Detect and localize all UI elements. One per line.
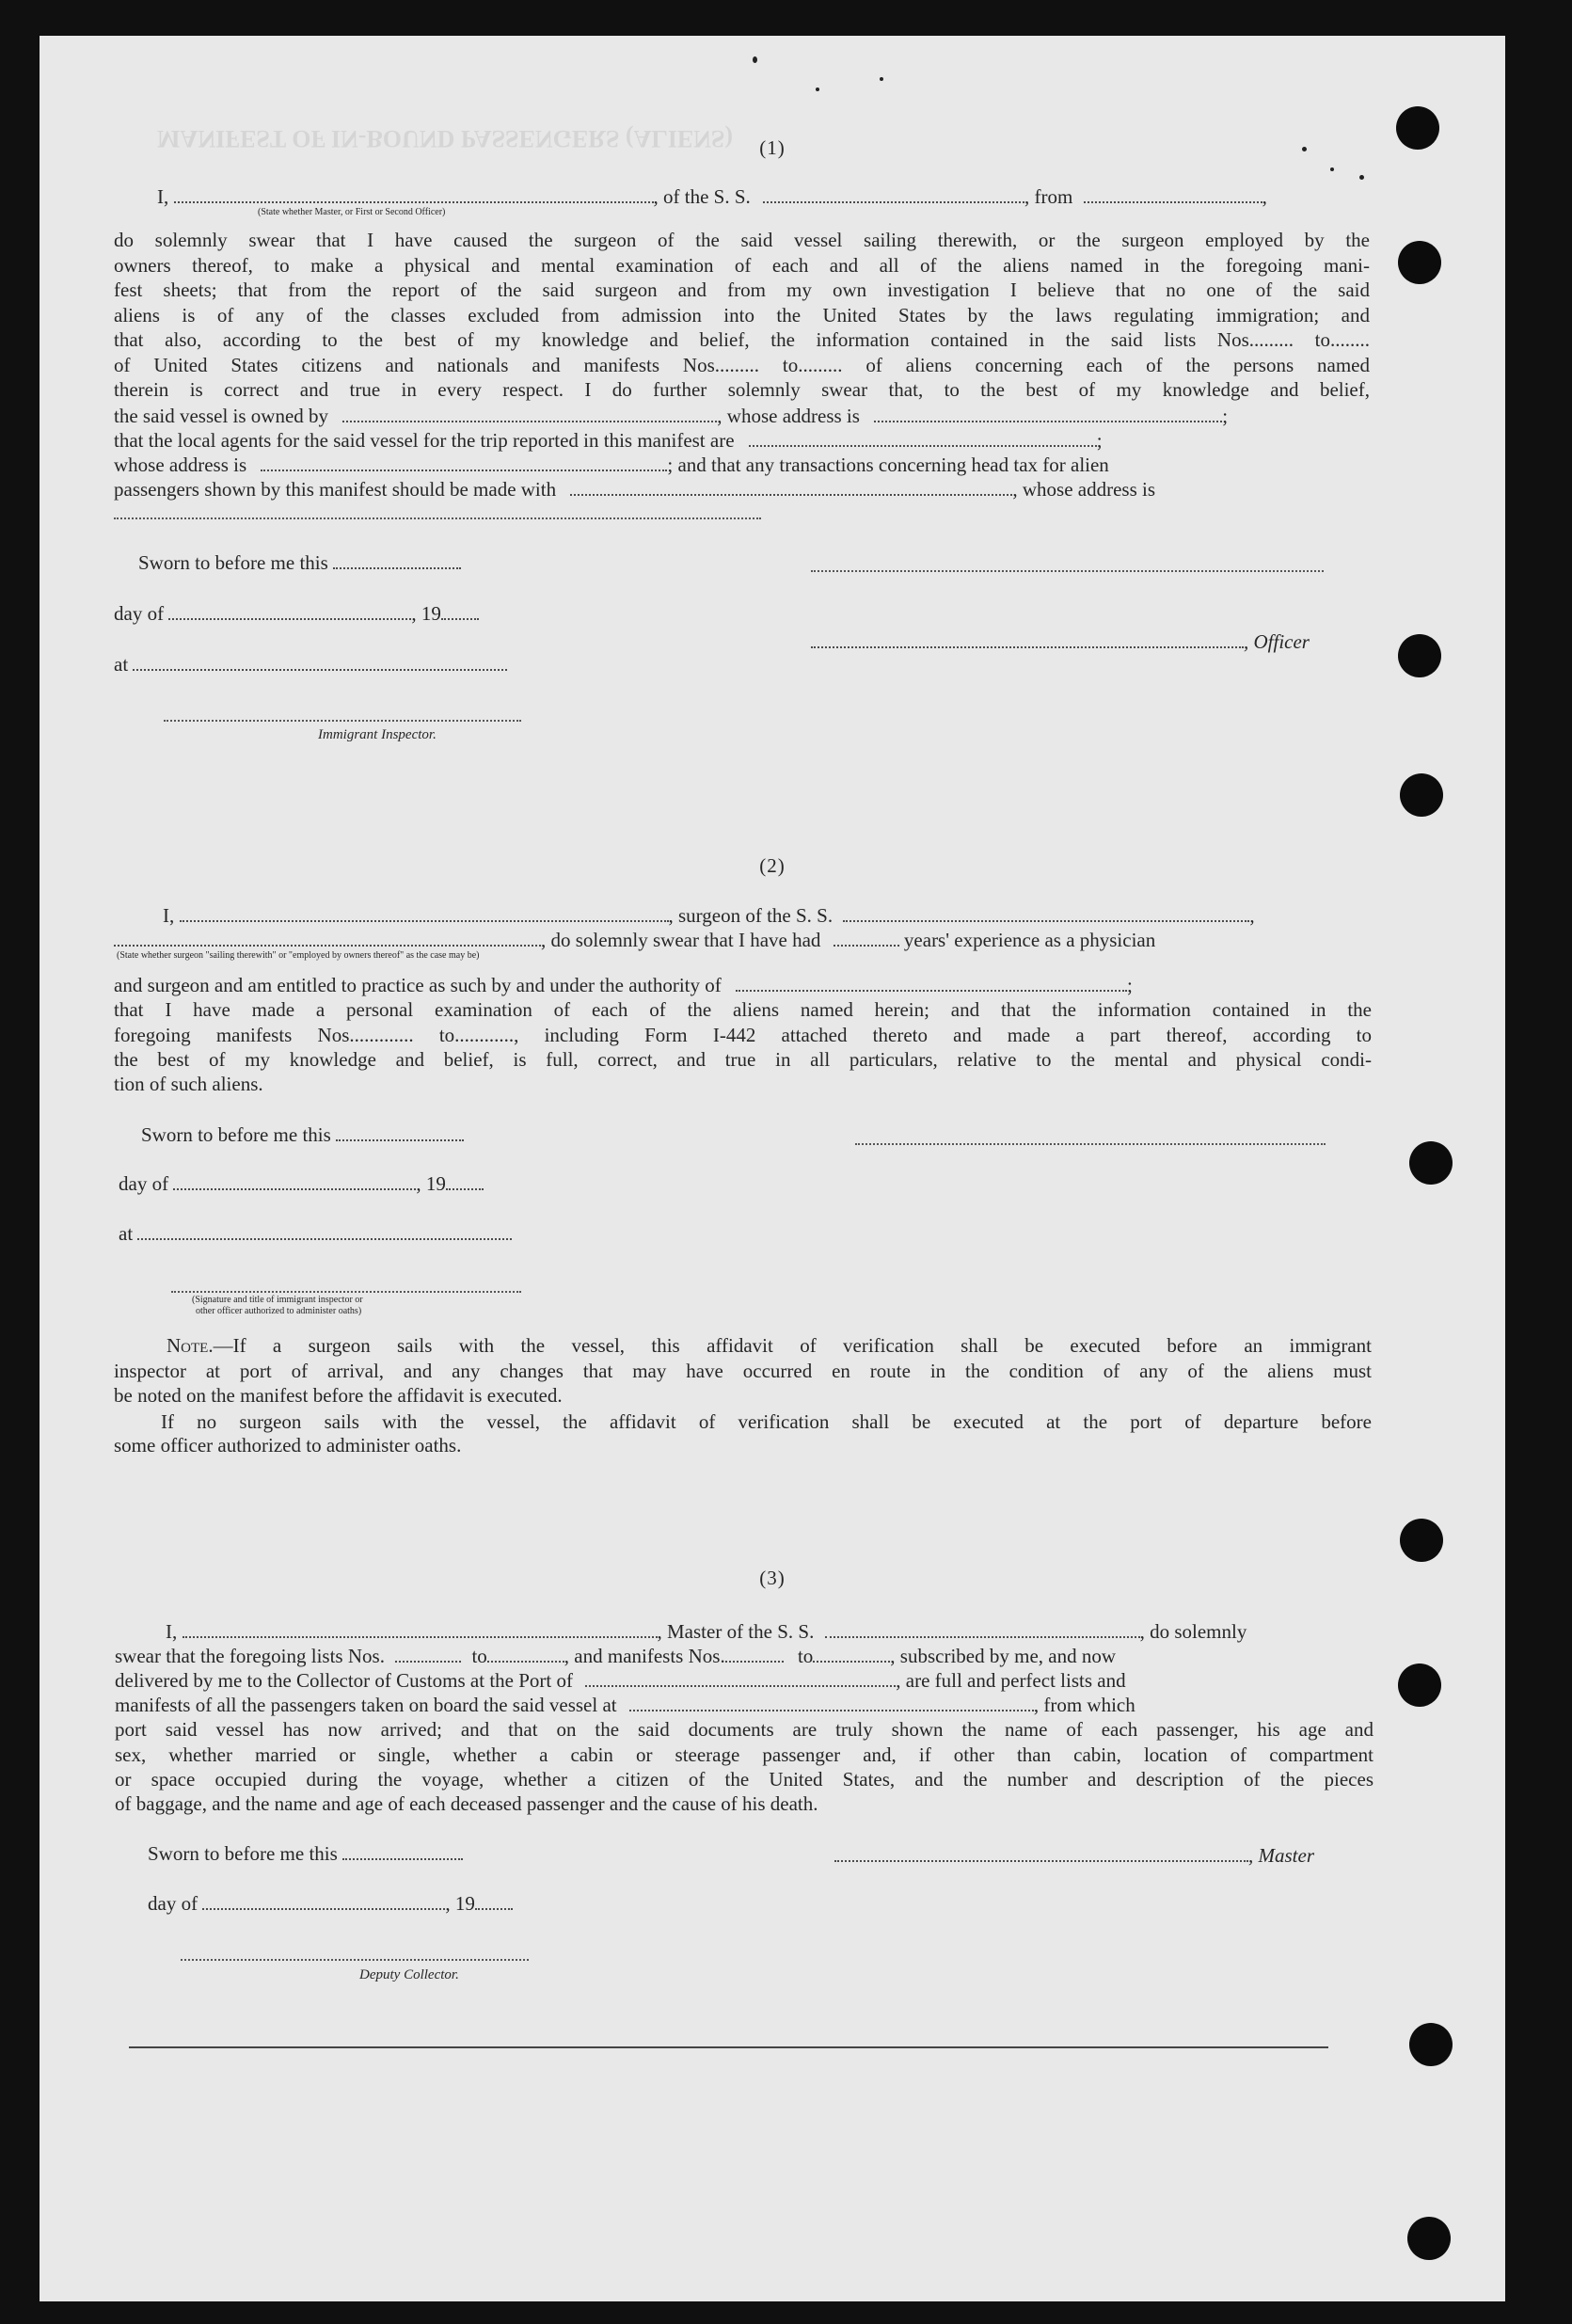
section-2-signature-caption-2: other officer authorized to administer oaths) [196, 1306, 362, 1316]
punch-hole [1396, 106, 1439, 150]
section-2-oath-line: I, , surgeon of the S. S. , [163, 904, 1255, 927]
section-3-lists-line: swear that the foregoing lists Nos. to , and manifests Nos. to , subscribed by me, and now [115, 1645, 1117, 1667]
punch-hole [1409, 2023, 1453, 2066]
ink-speck [1359, 175, 1364, 180]
section-3-collector-line [181, 1959, 529, 1961]
section-1-at: at [114, 652, 507, 677]
section-2-authority-line: and surgeon and am entitled to practice as such by and under the authority of ; [114, 974, 1133, 996]
form-page [40, 36, 1505, 2301]
section-2-sworn: Sworn to before me this [141, 1122, 464, 1147]
punch-hole [1400, 773, 1443, 817]
section-1-officer-line: , Officer [811, 629, 1310, 654]
punch-hole [1398, 241, 1441, 284]
section-2-note-last: be noted on the manifest before the affidavit is executed. [114, 1384, 563, 1407]
punch-hole [1409, 1141, 1453, 1185]
bottom-rule [129, 2046, 1328, 2048]
section-1-address-line: whose address is ; and that any transactions concerning head tax for alien [114, 454, 1109, 476]
ink-speck [1302, 147, 1307, 151]
section-3-oath-line: I, , Master of the S. S. , do solemnly [166, 1620, 1247, 1643]
section-1-sworn: Sworn to before me this [138, 550, 461, 575]
section-1-agents-line: that the local agents for the said vessel for the trip reported in this manifest are ; [114, 429, 1103, 452]
section-3-master-line: , Master [834, 1843, 1314, 1868]
section-1-blank-line [114, 517, 761, 519]
section-1-body: do solemnly swear that I have caused the surgeon of the said vessel sailing therewith, or the surgeon employed by the owners thereof, to make a physical and mental examination of each and all of the aliens named in the foregoing mani- fest sheets; that from the report of the said surgeon and from my own investigation I believe that no one of the said aliens is of any of the classes excluded from admission into the United States by the laws regulating immigration; and that also, according to the best of my knowledge and belief, the information contained in the said lists Nos......... to........ of United States citizens and nationals and manifests Nos......... to......... of aliens concerning each of the persons named therein is correct and true in every respect. I do further solemnly swear that, to the best of my knowledge and belief, [114, 229, 1370, 401]
punch-hole [1400, 1519, 1443, 1562]
section-2-signature-line [855, 1143, 1326, 1145]
section-2-note: Note.—If a surgeon sails with the vessel, this affidavit of verification shall be executed before an immigrant inspector at port of arrival, and any changes that may have occurred en route in the condition of any of the aliens must [114, 1334, 1372, 1382]
section-1-caption: (State whether Master, or First or Second Officer) [258, 207, 446, 217]
punch-hole [1407, 2217, 1451, 2260]
punch-hole [1398, 634, 1441, 677]
section-3-body-last: of baggage, and the name and age of each deceased passenger and the cause of his death. [115, 1792, 818, 1815]
section-2-caption: (State whether surgeon "sailing therewith" or "employed by owners thereof" as the case may be) [117, 950, 480, 961]
section-1-owned-line: the said vessel is owned by , whose address is ; [114, 405, 1229, 427]
section-3-deputy-collector: Deputy Collector. [359, 1967, 459, 1982]
section-3-port-line: delivered by me to the Collector of Customs at the Port of , are full and perfect lists and [115, 1669, 1126, 1692]
section-2-at: at [119, 1221, 512, 1246]
ink-speck [816, 88, 819, 91]
section-1-passengers-line: passengers shown by this manifest should be made with , whose address is [114, 478, 1156, 501]
section-1-immigrant-inspector: Immigrant Inspector. [318, 727, 437, 742]
section-3-number: (3) [759, 1567, 786, 1589]
section-2-number: (2) [759, 854, 786, 877]
section-2-body: that I have made a personal examination of each of the aliens named herein; and that the information contained in the foregoing manifests Nos............. to............, including Form I-442 attached thereto and made a part thereof, according to the best of my knowledge and belief, is full, correct, and true in all particulars, relative to the mental and physical condi- [114, 998, 1372, 1071]
section-2-note2-last: some officer authorized to administer oaths. [114, 1434, 462, 1456]
section-1-officer-signature-line [811, 570, 1324, 572]
section-1-day-of: day of , 19 [114, 601, 479, 626]
section-2-inspector-line [171, 1291, 521, 1293]
ink-speck [880, 77, 883, 81]
ink-speck [1330, 167, 1334, 171]
punch-hole [1398, 1663, 1441, 1707]
section-2-note2: If no surgeon sails with the vessel, the affidavit of verification shall be executed at the port of departure before [161, 1410, 1372, 1433]
section-1-inspector-line [164, 720, 521, 722]
show-through-text: MANIFEST OF IN-BOUND PASSENGERS (ALIENS) [157, 125, 734, 152]
section-2-years-line: , do solemnly swear that I have had years' experience as a physician [114, 928, 1155, 952]
section-3-body: port said vessel has now arrived; and that on the said documents are truly shown the name of each passenger, his age and sex, whether married or single, whether a cabin or steerage passenger and, if other than cabin, location of compartment or space occupied during the voyage, whether a citizen of the United States, and the number and description of the pieces [115, 1718, 1374, 1791]
section-3-day-of: day of , 19 [148, 1891, 513, 1916]
section-1-oath-line: I, , of the S. S. , from , [157, 185, 1267, 208]
section-2-body-last: tion of such aliens. [114, 1073, 263, 1095]
section-3-sworn: Sworn to before me this [148, 1841, 463, 1866]
section-1-number: (1) [759, 136, 786, 159]
section-3-vessel-line: manifests of all the passengers taken on board the said vessel at , from which [115, 1694, 1135, 1716]
ink-speck [753, 56, 757, 63]
section-2-signature-caption-1: (Signature and title of immigrant inspector or [192, 1295, 363, 1305]
section-2-day-of: day of , 19 [119, 1171, 484, 1196]
